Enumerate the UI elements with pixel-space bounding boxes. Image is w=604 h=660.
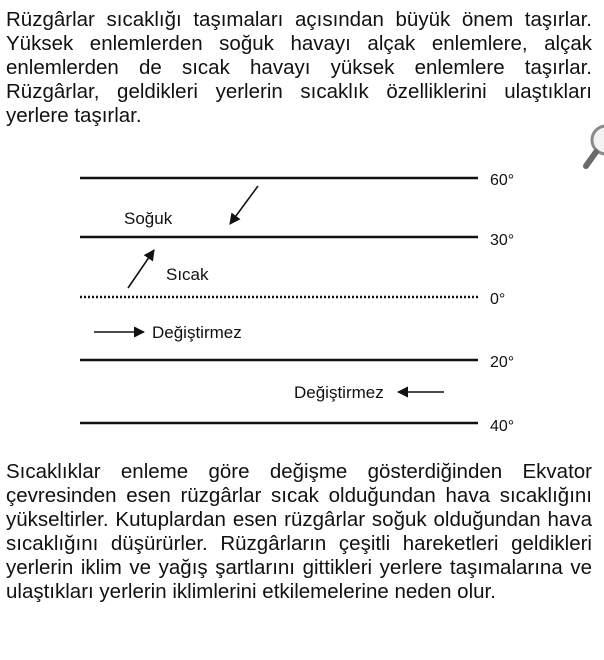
latitude-label-60: 60° xyxy=(490,172,515,189)
cold-wind-arrow xyxy=(230,186,258,224)
warm-wind-arrow xyxy=(128,250,154,288)
diagram-svg xyxy=(0,150,604,450)
wind-temperature-diagram xyxy=(0,150,604,450)
cold-wind-label: Soğuk xyxy=(124,209,173,228)
latitude-label-30: 30° xyxy=(490,232,515,249)
latitude-label-20: 20° xyxy=(490,354,515,371)
conclusion-paragraph: Sıcaklıklar enleme göre değişme gösterdiğinden Ekvator çevresinden esen rüzgârlar sıcak olduğundan hava sıcaklığını yükseltirler. Kutuplardan esen rüzgârlar soğuk olduğundan hava sıcaklığını düşürürler. Rüzgârların çeşitli hareketleri geldikleri yerlerin iklim ve yağış şartlarını gittikleri yerlere taşımalarına ve ulaştıkları yerlerin iklimlerini etkilemelerine neden olur. xyxy=(6,460,592,603)
warm-wind-label: Sıcak xyxy=(166,265,209,284)
unchanged-wind-label-right: Değiştirmez xyxy=(152,323,242,342)
latitude-label-40: 40° xyxy=(490,418,515,435)
intro-paragraph: Rüzgârlar sıcaklığı taşımaları açısından büyük önem taşırlar. Yüksek enlemlerden soğuk havayı alçak enlemlere, alçak enlemlerden de sıcak havayı yüksek enlemlere taşırlar. Rüzgârlar, geldikleri yerlerin sıcaklık özelliklerini ulaştıkları yerlere taşırlar. xyxy=(6,8,592,127)
unchanged-wind-label-left: Değiştirmez xyxy=(294,383,384,402)
magnifier-icon xyxy=(582,118,604,178)
latitude-label-0: 0° xyxy=(490,291,506,308)
